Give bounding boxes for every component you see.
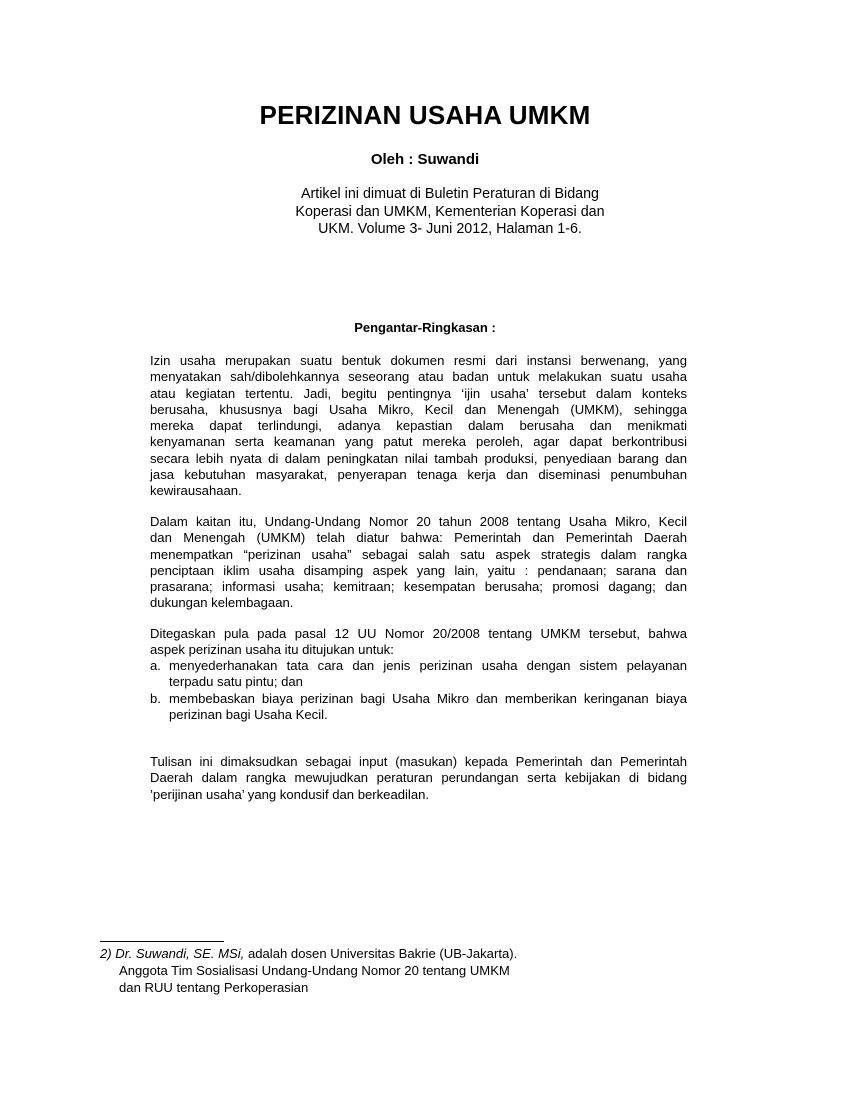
paragraph-line: Dalam kaitan itu, Undang-Undang Nomor 20 tahun 2008 tentang Usaha Mikro, Kecil (150, 514, 687, 529)
objectives-list (150, 658, 687, 723)
paragraph-line: prasarana; informasi usaha; kemitraan; kesempatan berusaha; promosi dagang; dan (150, 579, 687, 595)
footnote-affiliation: adalah dosen Universitas Bakrie (UB-Jakarta). (244, 946, 518, 961)
publication-note-line: UKM. Volume 3- Juni 2012, Halaman 1-6. (318, 221, 582, 237)
paragraph-line: berusaha, khususnya bagi Usaha Mikro, Kecil dan Menengah (UMKM), sehingga (150, 401, 687, 417)
paragraph-line: ’perijinan usaha’ yang kondusif dan berkeadilan. (150, 786, 430, 802)
author-line: Oleh : Suwandi (370, 151, 480, 168)
paragraph-line: secara lebih nyata di dalam peningkatan nilai tambah produksi, penyediaan barang dan (150, 450, 687, 466)
paragraph-line: Izin usaha merupakan suatu bentuk dokumen resmi dari instansi berwenang, yang (150, 353, 687, 368)
document-title: PERIZINAN USAHA UMKM (259, 100, 591, 130)
footnote-line: dan RUU tentang Perkoperasian (119, 980, 309, 995)
footnote-line (100, 945, 620, 962)
list-item-line: terpadu satu pintu; dan (169, 674, 303, 690)
list-marker: b. (150, 690, 161, 706)
footnote-line: Anggota Tim Sosialisasi Undang-Undang Nomor 20 tentang UMKM (119, 963, 510, 978)
publication-note-line: Artikel ini dimuat di Buletin Peraturan di Bidang (300, 186, 599, 202)
paragraph-line: atau kegiatan tertentu. Jadi, begitu pentingnya ‘ijin usaha’ tersebut dalam konteks (150, 385, 687, 401)
list-item-line: membebaskan biaya perizinan bagi Usaha Mikro dan memberikan keringanan biaya (169, 690, 687, 706)
paragraph-line: dukungan kelembagaan. (150, 595, 294, 611)
paragraph-line: aspek perizinan usaha itu ditujukan untuk: (150, 642, 394, 658)
footnote-divider (100, 941, 224, 942)
list-item-line: perizinan bagi Usaha Kecil. (169, 706, 328, 722)
paragraph-line: mereka dapat terlindungi, adanya kepastian dalam berusaha dan menikmati (150, 418, 687, 434)
summary-paragraph-1 (150, 353, 687, 500)
summary-paragraph-4 (150, 754, 687, 803)
paragraph-line: menyatakan sah/dibolehkannya seseorang atau badan untuk melakukan suatu usaha (150, 369, 687, 385)
paragraph-line: Daerah dalam rangka mewujudkan peraturan perundangan serta kebijakan di bidang (150, 770, 687, 786)
paragraph-line: kewirausahaan. (150, 483, 242, 499)
paragraph-line: Tulisan ini dimaksudkan sebagai input (masukan) kepada Pemerintah dan Pemerintah (150, 754, 687, 769)
list-item-line: menyederhanakan tata cara dan jenis perizinan usaha dengan sistem pelayanan (169, 658, 687, 673)
summary-paragraph-3 (150, 626, 687, 659)
publication-note-line: Koperasi dan UMKM, Kementerian Koperasi dan (295, 203, 605, 220)
list-item (150, 658, 687, 691)
list-marker: a. (150, 658, 161, 673)
paragraph-line: Ditegaskan pula pada pasal 12 UU Nomor 20/2008 tentang UMKM tersebut, bahwa (150, 626, 687, 641)
paragraph-line: jasa kebutuhan masyarakat, penyerapan tenaga kerja dan diseminasi penumbuhan (150, 467, 687, 483)
list-item (150, 691, 687, 724)
paragraph-line: penciptaan iklim usaha disamping aspek yang lain, yaitu : pendanaan; sarana dan (150, 562, 687, 578)
paragraph-line: menempatkan “perizinan usaha” sebagai salah satu aspek strategis dalam rangka (150, 546, 687, 562)
publication-note (270, 186, 630, 239)
footnote-author-name: 2) Dr. Suwandi, SE. MSi, (100, 946, 245, 961)
paragraph-line: dan Menengah (UMKM) telah diatur bahwa: Pemerintah dan Pemerintah Daerah (150, 530, 687, 546)
summary-heading: Pengantar-Ringkasan : (354, 320, 496, 335)
summary-paragraph-2 (150, 514, 687, 612)
paragraph-line: kenyamanan serta keamanan yang patut mereka peroleh, agar dapat berkontribusi (150, 434, 687, 450)
footnote (100, 945, 620, 996)
